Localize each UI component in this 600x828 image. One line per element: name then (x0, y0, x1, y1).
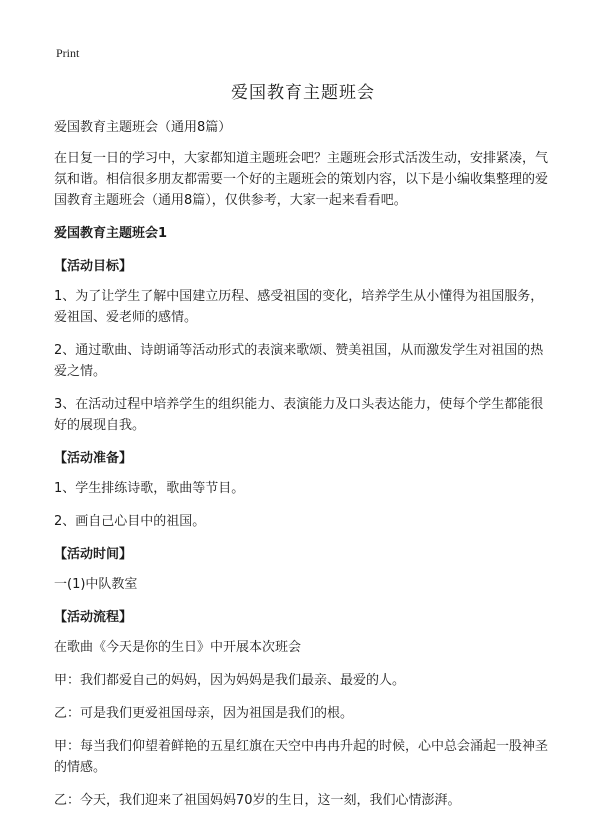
document-body (54, 78, 552, 823)
flow-item: 甲：我们都爱自己的妈妈，因为妈妈是我们最亲、最爱的人。 (54, 673, 406, 688)
goal-item: 1、为了让学生了解中国建立历程、感受祖国的变化，培养学生从小懂得为祖国服务，爱祖国、爱老师的感情。 (54, 289, 544, 325)
document-subtitle: 爱国教育主题班会（通用8篇） (54, 120, 232, 135)
prep-item: 2、画自己心目中的祖国。 (54, 514, 206, 529)
goal-item: 3、在活动过程中培养学生的组织能力、表演能力及口头表达能力，使每个学生都能很好的展现自我。 (54, 397, 544, 433)
goals-heading: 【活动目标】 (54, 259, 133, 274)
page-title: 爱国教育主题班会 (231, 83, 375, 103)
flow-item: 在歌曲《今天是你的生日》中开展本次班会 (54, 640, 302, 655)
goal-item: 2、通过歌曲、诗朗诵等活动形式的表演来歌颂、赞美祖国，从而激发学生对祖国的热爱之情。 (54, 343, 544, 379)
flow-item: 乙：可是我们更爱祖国母亲，因为祖国是我们的根。 (54, 706, 354, 721)
prep-item: 1、学生排练诗歌，歌曲等节目。 (54, 481, 245, 496)
prep-heading: 【活动准备】 (54, 451, 133, 466)
section-title: 爱国教育主题班会1 (54, 226, 168, 241)
flow-heading: 【活动流程】 (54, 610, 133, 625)
time-heading: 【活动时间】 (54, 547, 133, 562)
print-link[interactable]: Print (56, 46, 80, 60)
flow-item: 乙：今天，我们迎来了祖国妈妈70岁的生日，这一刻，我们心情澎湃。 (54, 793, 461, 808)
flow-item: 甲：每当我们仰望着鲜艳的五星红旗在天空中冉冉升起的时候，心中总会涌起一股神圣的情感。 (54, 739, 549, 775)
time-value: 一(1)中队教室 (54, 577, 138, 592)
intro-paragraph: 在日复一日的学习中，大家都知道主题班会吧？主题班会形式活泼生动，安排紧凑，气氛和谐。相信很多朋友都需要一个好的主题班会的策划内容，以下是小编收集整理的爱国教育主题班会（通用8篇），仅供参考，大家一起来看看吧。 (54, 151, 549, 208)
